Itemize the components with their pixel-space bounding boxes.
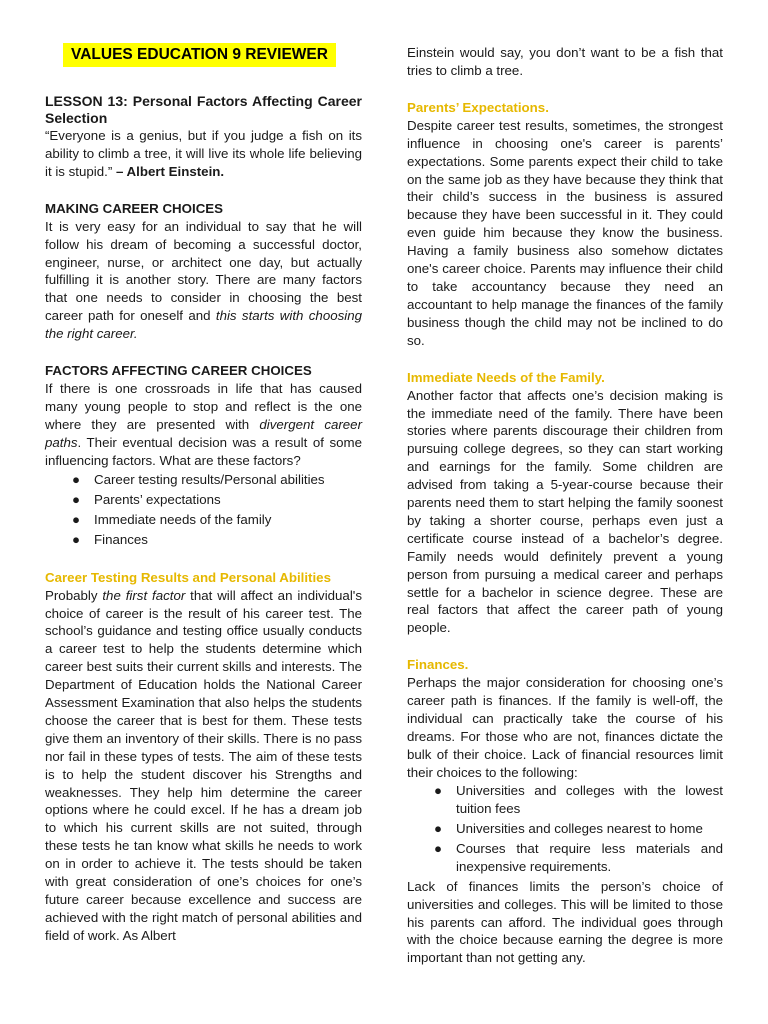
list-item-text: Finances bbox=[94, 531, 148, 547]
einstein-continuation: Einstein would say, you don’t want to be a fish that tries to climb a tree. bbox=[407, 45, 723, 78]
career-testing-text: that will affect an individual's choice of career is the result of his career test. The school’s guidance and testing office usually conducts a career test to help the students determine which career best suits their current skills and interests. The Department of Education holds the National Career Assessment Examination that also helps the students choose the career that is best for them. These tests give them an inventory of their skills. There is no pass nor fail in these types of tests. The aim of these tests is to help the student discover his Strengths and weaknesses. They help him determine the career options where he could excel. If he has a dream job to which his current skills are not suited, through these tests he tan know what skills he needs to work on in order to achieve it. The tests should be taken with great consideration of one’s choices for one’s future career because excellence and success are achieved with the right match of personal abilities and field of work. As Albert bbox=[45, 587, 362, 943]
bullet-icon: ● bbox=[72, 491, 81, 507]
bullet-icon: ● bbox=[434, 840, 443, 856]
finances-heading: Finances. bbox=[407, 657, 469, 673]
finances-list bbox=[407, 782, 723, 876]
list-item bbox=[45, 530, 362, 550]
spacer bbox=[407, 350, 723, 368]
title-wrap bbox=[45, 43, 362, 67]
list-item bbox=[45, 490, 362, 510]
career-testing-lead: Probably bbox=[45, 587, 103, 603]
spacer bbox=[407, 637, 723, 655]
family-needs-heading: Immediate Needs of the Family. bbox=[407, 369, 605, 385]
family-needs-paragraph: Another factor that affects one’s decision making is the immediate need of the family. There have been stories where parents discourage their children from pursuing college degrees, so they can start working and earnings for the family. Some children are advised from taking a 5-year-course because their parents need them to start helping the family soonest by taking a shorter course, perhaps even just a certificate course instead of a bachelor’s degree. Family needs would definitely prevent a young person from pursuing a medical career and perhaps settle for a bachelor in science degree. These are real factors that affect the career path of young people. bbox=[407, 387, 723, 636]
career-testing-paragraph bbox=[45, 587, 362, 945]
bullet-icon: ● bbox=[72, 531, 81, 547]
lesson-title: Personal Factors Affecting Career Selection bbox=[45, 93, 362, 126]
list-item-text: Universities and colleges with the lowest tuition fees bbox=[456, 782, 723, 816]
finances-paragraph-2: Lack of finances limits the person’s choice of universities and colleges. This will be limited to those his parents can afford. The individual goes through with the choice because earning the degree is more important than not getting any. bbox=[407, 878, 723, 966]
career-testing-emphasis: the first factor bbox=[102, 587, 186, 603]
factors-list bbox=[45, 470, 362, 550]
factors-text: If there is one crossroads in life that has caused many young people to stop and reflect is the one where they are presented with bbox=[45, 381, 362, 432]
finances-paragraph: Perhaps the major consideration for choosing one’s career path is finances. If the family is well-off, the individual can practically take the course of his dreams. For those who are not, finances dictate the bulk of their choice. Lack of financial resources limit their choices to the following: bbox=[407, 675, 723, 780]
factors-heading: FACTORS AFFECTING CAREER CHOICES bbox=[45, 363, 312, 379]
bullet-icon: ● bbox=[434, 782, 443, 798]
factors-paragraph bbox=[45, 380, 362, 470]
list-item bbox=[407, 782, 723, 818]
making-choices-heading: MAKING CAREER CHOICES bbox=[45, 200, 224, 216]
making-choices-emphasis: this starts with choosing the right career. bbox=[45, 308, 363, 342]
right-column bbox=[407, 44, 723, 967]
making-choices-text: It is very easy for an individual to say that he will follow his dream of becoming a successful doctor, engineer, nurse, or architect one day, but actually fulfilling it is another story. There are many factors that one needs to consider in choosing the best career path for oneself and bbox=[45, 218, 362, 324]
left-column bbox=[45, 0, 362, 945]
list-item-text: Career testing results/Personal abilities bbox=[94, 471, 325, 487]
lesson-heading bbox=[45, 93, 362, 127]
quote-author: – Albert Einstein. bbox=[115, 163, 225, 179]
bullet-icon: ● bbox=[434, 820, 443, 836]
list-item-text: Immediate needs of the family bbox=[94, 511, 272, 527]
list-item-text: Parents’ expectations bbox=[94, 491, 221, 507]
spacer bbox=[407, 80, 723, 98]
bullet-icon: ● bbox=[72, 511, 81, 527]
factors-text-tail: . Their eventual decision was a result of some influencing factors. What are these factors? bbox=[45, 434, 362, 468]
spacer bbox=[45, 343, 362, 361]
list-item bbox=[407, 840, 723, 876]
bullet-icon: ● bbox=[72, 471, 81, 487]
list-item bbox=[45, 470, 362, 490]
lesson-label: LESSON 13: bbox=[45, 93, 128, 109]
list-item bbox=[45, 510, 362, 530]
einstein-quote bbox=[45, 127, 362, 181]
list-item bbox=[407, 820, 723, 838]
factors-emphasis: divergent career paths bbox=[45, 416, 363, 450]
making-choices-paragraph bbox=[45, 218, 362, 343]
quote-text: “Everyone is a genius, but if you judge a fish on its ability to climb a tree, it will live its whole life believing it is stupid.” bbox=[45, 128, 362, 179]
page-title: VALUES EDUCATION 9 REVIEWER bbox=[63, 43, 336, 67]
parents-heading: Parents’ Expectations. bbox=[407, 99, 549, 115]
list-item-text: Courses that require less materials and inexpensive requirements. bbox=[456, 840, 723, 874]
spacer bbox=[45, 550, 362, 568]
career-testing-heading: Career Testing Results and Personal Abilities bbox=[45, 569, 331, 585]
list-item-text: Universities and colleges nearest to home bbox=[456, 820, 703, 836]
parents-paragraph: Despite career test results, sometimes, the strongest influence in choosing one's career is parents’ expectations. Some parents expect their child to take on the same job as they have because they think that their child’s success in the business is assured because they have been successful in it. They could even guide him because they know the business. Having a family business also somehow dictates one's career choice. Parents may influence their child to take accountancy because they need an accountant to help manage the finances of the family business though the child may not be inclined to do so. bbox=[407, 117, 723, 348]
